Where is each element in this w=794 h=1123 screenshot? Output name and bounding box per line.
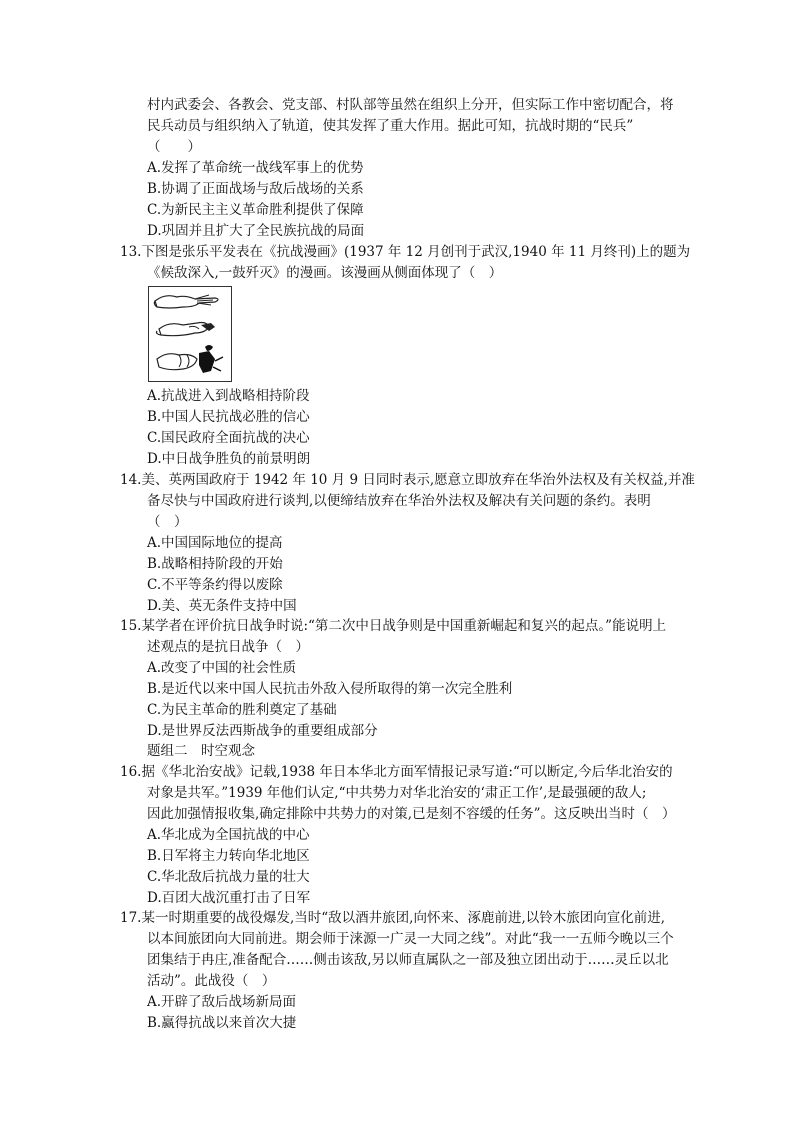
q15-option-d: D.是世界反法西斯战争的重要组成部分	[147, 723, 378, 739]
q14-option-b: B.战略相持阶段的开始	[147, 556, 283, 572]
q12-option-a: A.发挥了革命统一战线军事上的优势	[147, 160, 364, 176]
q14-answer-blank: （ ）	[147, 514, 188, 530]
q17-stem-line-1: 17.某一时期重要的战役爆发,当时“敌以酒井旅团,向怀来、涿鹿前进,以铃木旅团向宣化前进,	[120, 910, 666, 926]
q14-option-c: C.不平等条约得以废除	[147, 577, 283, 593]
q17-stem-line-3: 团集结于冉庄,准备配合……侧击该敌,另以师直属队之一部及独立团出动于……灵丘以北	[147, 952, 669, 968]
q14-stem-line-2: 备尽快与中国政府进行谈判,以便缔结放弃在华治外法权及解决有关问题的条约。表明	[147, 493, 651, 509]
q12-option-d: D.巩固并且扩大了全民族抗战的局面	[147, 223, 365, 239]
q16-option-c: C.华北敌后抗战力量的壮大	[147, 869, 310, 885]
q15-stem-line-1: 15.某学者在评价抗日战争时说:“第二次中日战争则是中国重新崛起和复兴的起点。”能说明上	[120, 618, 667, 634]
q14-option-d: D.美、英无条件支持中国	[147, 598, 297, 614]
q14-stem-line-1: 14.美、英两国政府于 1942 年 10 月 9 日同时表示,愿意立即放弃在华治外法权及有关权益,并准	[120, 472, 695, 488]
q17-option-a: A.开辟了敌后战场新局面	[147, 994, 297, 1010]
q13-stem-line-1: 13.下图是张乐平发表在《抗战漫画》(1937 年 12 月创刊于武汉,1940 年 11 月终刊)上的题为	[120, 244, 691, 260]
q13-option-c: C.国民政府全面抗战的决心	[147, 430, 310, 446]
q12-stem-line-1: 村内武委会、各教会、党支部、村队部等虽然在组织上分开，但实际工作中密切配合，将	[147, 97, 674, 113]
q15-option-b: B.是近代以来中国人民抗击外敌入侵所取得的第一次完全胜利	[147, 681, 513, 697]
q16-option-d: D.百团大战沉重打击了日军	[147, 890, 311, 906]
q16-stem-line-3: 因此加强情报收集,确定排除中共势力的对策,已是刻不容缓的任务”。这反映出当时（ ）	[147, 806, 676, 822]
q16-stem-line-1: 16.据《华北治安战》记载,1938 年日本华北方面军情报记录写道:“可以断定,今后华北治安的	[120, 764, 673, 780]
q13-option-a: A.抗战进入到战略相持阶段	[147, 388, 310, 404]
section-heading: 题组二 时空观念	[147, 743, 255, 759]
q12-answer-blank: （ ）	[147, 139, 201, 155]
q16-stem-line-2: 对象是共军。”1939 年他们认定,“中共势力对华北治安的‘肃正工作’,是最强硬的敌人;	[147, 785, 647, 801]
q14-option-a: A.中国国际地位的提高	[147, 535, 283, 551]
q15-stem-line-2: 述观点的是抗日战争（ ）	[147, 639, 309, 655]
q17-stem-line-4: 活动”。此战役（ ）	[147, 973, 276, 989]
q15-option-a: A.改变了中国的社会性质	[147, 660, 297, 676]
q13-option-d: D.中日战争胜负的前景明朗	[147, 451, 311, 467]
q13-option-b: B.中国人民抗战必胜的信心	[147, 409, 310, 425]
comic-image	[148, 286, 232, 382]
q17-option-b: B.赢得抗战以来首次大捷	[147, 1015, 297, 1031]
q12-stem-line-2: 民兵动员与组织纳入了轨道，使其发挥了重大作用。据此可知，抗战时期的“民兵”	[147, 118, 634, 134]
q16-option-a: A.华北成为全国抗战的中心	[147, 827, 310, 843]
q12-option-c: C.为新民主主义革命胜利提供了保障	[147, 202, 364, 218]
q16-option-b: B.日军将主力转向华北地区	[147, 848, 310, 864]
q15-option-c: C.为民主革命的胜利奠定了基础	[147, 702, 337, 718]
q12-option-b: B.协调了正面战场与敌后战场的关系	[147, 181, 364, 197]
comic-illustration	[149, 287, 231, 381]
q17-stem-line-2: 以本间旅团向大同前进。期会师于涞源一广灵一大同之线”。对此“我一一五师今晚以三个	[147, 931, 674, 947]
q13-stem-line-2: 《候敌深入,一鼓歼灭》的漫画。该漫画从侧面体现了（ ）	[147, 265, 503, 281]
